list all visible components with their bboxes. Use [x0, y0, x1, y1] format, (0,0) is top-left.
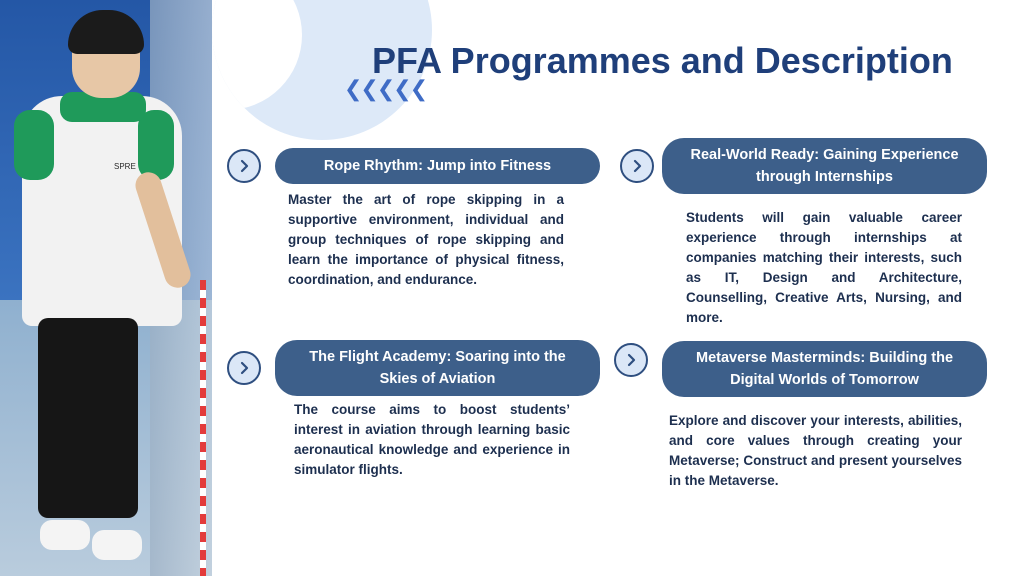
programme-description-rope-rhythm: Master the art of rope skipping in a supportive environment, individual and group techniques of rope skipping and learn the importance of physical fitness, coordination, and endurance.: [288, 192, 564, 287]
chevron-right-icon[interactable]: [614, 343, 648, 377]
programme-heading-text: Metaverse Masterminds: Building the Digital Worlds of Tomorrow: [695, 350, 954, 388]
programme-heading-real-world-ready: [662, 138, 987, 194]
student-sleeve-right: [138, 110, 174, 180]
decorative-chevrons-icon: ❮❮❮❮❮: [344, 76, 427, 101]
page-title: PFA Programmes and Description: [372, 40, 953, 81]
skipping-rope: [200, 280, 206, 576]
programme-heading-text: Real-World Ready: Gaining Experience through Internships: [690, 147, 959, 185]
student-shoe-left: [40, 520, 90, 550]
rope-skipping-photo: [0, 0, 212, 576]
chevron-right-icon[interactable]: [620, 149, 654, 183]
programme-heading-metaverse-masterminds: [662, 341, 987, 397]
chevron-right-icon[interactable]: [227, 351, 261, 385]
chevron-right-icon[interactable]: [227, 149, 261, 183]
programme-heading-text: The Flight Academy: Soaring into the Skies of Aviation: [309, 349, 566, 387]
programme-heading-flight-academy: [275, 340, 600, 396]
programme-description-real-world-ready: Students will gain valuable career experience through internships at companies matching their interests, such as IT, Design and Architecture, Counselling, Creative Arts, Nursing, and more.: [686, 210, 962, 325]
student-sleeve-left: [14, 110, 54, 180]
programme-heading-rope-rhythm: [275, 148, 600, 184]
student-pants: [38, 318, 138, 518]
programme-description-metaverse-masterminds: Explore and discover your interests, abilities, and core values through creating your Metaverse; Construct and present yourselves in the Metaverse.: [669, 413, 962, 488]
shirt-logo-text: SPRE: [114, 162, 136, 171]
programme-description-flight-academy: The course aims to boost students’ interest in aviation through learning basic aeronautical knowledge and experience in simulator flights.: [294, 402, 570, 477]
programme-heading-text: Rope Rhythm: Jump into Fitness: [323, 158, 552, 174]
student-shoe-right: [92, 530, 142, 560]
